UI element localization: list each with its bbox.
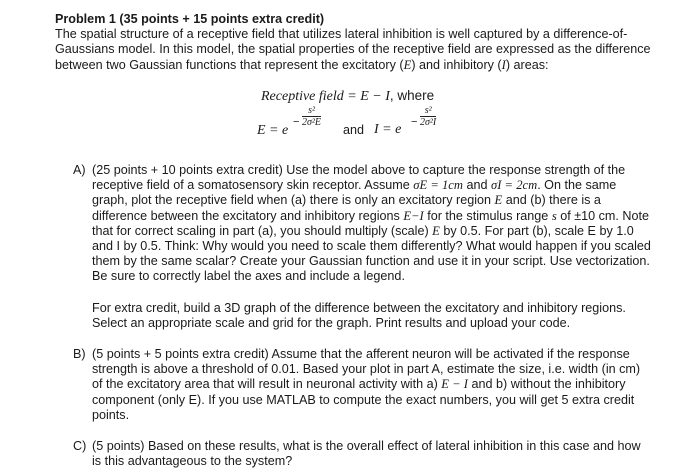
part-a-sigma-I: σI = 2cm	[491, 178, 538, 193]
part-a-text-1: (25 points + 10 points extra credit) Use the model above to capture the response strength of the receptive field of a somatosensory skin receptor. Assume	[92, 163, 626, 193]
problem-description	[55, 27, 665, 73]
intro-text-3: ) areas:	[505, 57, 549, 72]
part-a-text-6: of ±10 cm. Note that for correct scaling in part (a), you should multiply (scale)	[92, 208, 650, 238]
I-exponent-fraction	[420, 105, 436, 128]
part-a-text-3: . On the same graph, plot the receptive field when (a) there is only an excitatory region	[92, 178, 617, 208]
intro-text-2: ) and inhibitory (	[411, 57, 502, 72]
formula-block	[0, 88, 700, 148]
part-a-math-s: s	[551, 208, 557, 223]
part-c-label: C)	[73, 439, 87, 454]
rf-lhs: Receptive field	[261, 89, 344, 104]
part-a-text-7: by 0.5. For part (b), scale E by 1.0 and I by 0.5. Think: Why would you need to scale them differently? What would happen if you scaled them by the same scalar? Create your Gaussian function and use it in your script. Use vectorization. Be sure to correctly label the axes and include a legend.	[92, 223, 651, 284]
rf-rhs: = E − I	[343, 89, 390, 104]
part-b	[73, 347, 653, 423]
part-a-text-4: and (b) there is a difference between the excitatory and inhibitory regions	[92, 193, 601, 223]
part-a-text-5: for the stimulus range	[423, 208, 552, 223]
part-b-text-1: (5 points + 5 points extra credit) Assume that the afferent neuron will be activated if the response strength is above a threshold of 0.01. Based your plot in part A, estimate the size, i.e. width (in cm) of the excitatory area that will result in neuronal activity with a)	[92, 347, 641, 392]
problem-intro	[55, 12, 665, 73]
E-equation-lhs: E = e	[257, 123, 289, 138]
I-exponent-minus: −	[411, 116, 418, 128]
part-a-math-E-minus-I: E−I	[403, 208, 424, 223]
E-exponent-numerator: s²	[302, 105, 321, 117]
part-b-text-2: and b) without the inhibitory component (only E). If you use MATLAB to compute the exact numbers, you will get 5 extra credit points.	[92, 377, 635, 422]
part-b-text	[92, 347, 653, 423]
rf-where: , where	[389, 88, 435, 103]
intro-text-1: The spatial structure of a receptive field that utilizes lateral inhibition is well captured by a difference-of-Gaussians model. In this model, the spatial properties of the receptive field are expressed as the difference between two Gaussian functions that represent the excitatory (	[55, 27, 651, 72]
I-exponent-denominator: 2σ²I	[420, 117, 437, 128]
part-b-label: B)	[73, 347, 86, 362]
problem-title: Problem 1 (35 points + 15 points extra credit)	[55, 12, 325, 26]
and-word: and	[343, 123, 365, 137]
part-a	[73, 163, 653, 331]
E-exponent-minus: −	[293, 116, 300, 128]
E-exponent-denominator: 2σ²E	[302, 117, 322, 128]
part-c-text: (5 points) Based on these results, what is the overall effect of lateral inhibition in this case and how is this advantageous to the system?	[92, 439, 641, 469]
part-a-text	[92, 163, 653, 285]
I-exponent-numerator: s²	[420, 105, 436, 117]
part-a-text-2: and	[462, 178, 491, 193]
intro-math-I: I	[501, 57, 506, 72]
gaussian-equations	[257, 122, 288, 138]
part-b-math-E-minus-I: E − I	[441, 377, 468, 392]
part-a-math-E: E	[494, 193, 503, 208]
intro-math-E: E	[403, 57, 412, 72]
part-a-math-E-2: E	[432, 223, 440, 238]
part-a-sigma-E: σE = 1cm	[413, 178, 463, 193]
part-a-label: A)	[73, 163, 86, 177]
receptive-field-equation	[261, 88, 434, 104]
problem-parts	[73, 163, 653, 469]
E-exponent-fraction	[302, 105, 321, 128]
part-c	[73, 439, 653, 469]
part-a-extra-credit: For extra credit, build a 3D graph of the difference between the excitatory and inhibitory regions. Select an appropriate scale and grid for the graph. Print results and upload your code.	[92, 300, 626, 330]
I-equation-lhs: I = e	[374, 122, 402, 137]
